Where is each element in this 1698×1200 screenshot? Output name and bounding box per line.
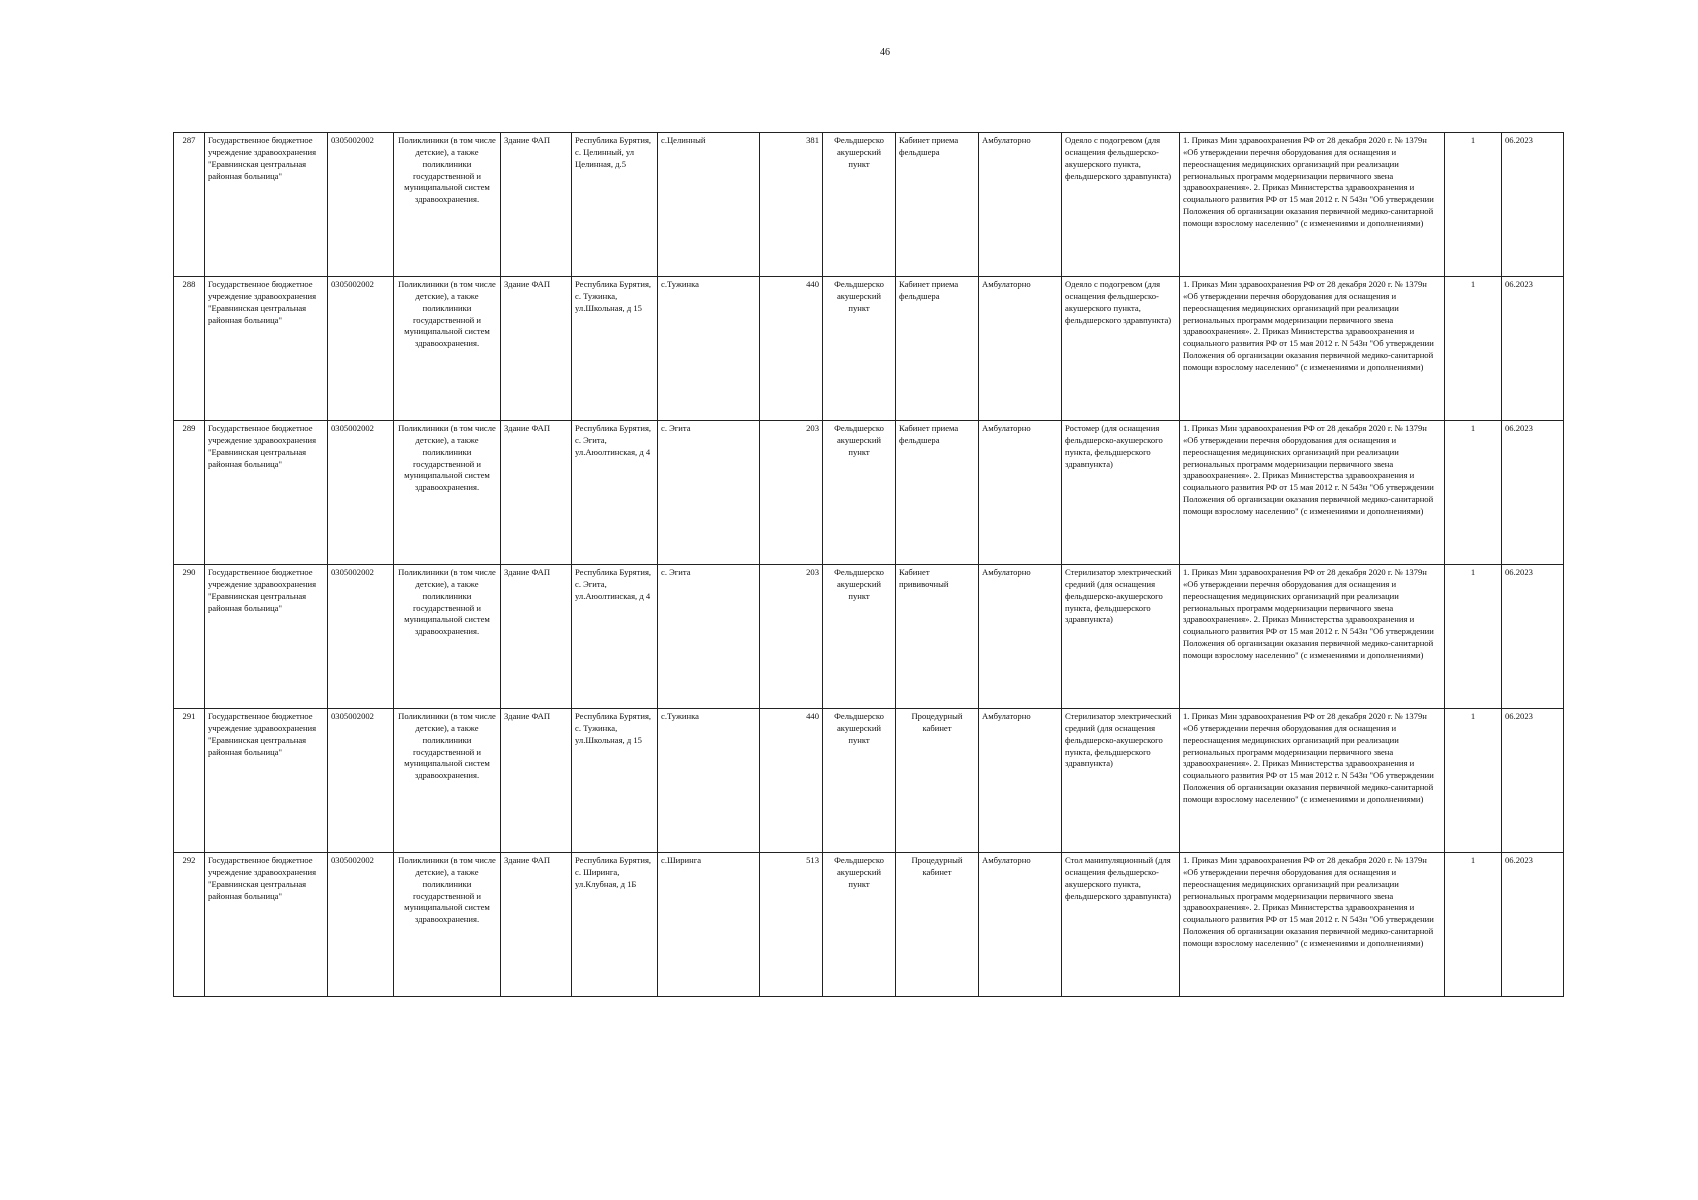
room-name-cell: Процедурный кабинет [896, 709, 979, 853]
facility-type-cell: Поликлиники (в том числе детские), а также поликлиники государственной и муниципальной систем здравоохранения. [394, 565, 501, 709]
quantity-cell: 1 [1445, 421, 1502, 565]
address-cell: Республика Бурятия, с. Эгита, ул.Аюолтинская, д 4 [572, 421, 658, 565]
quantity-cell: 1 [1445, 853, 1502, 997]
delivery-date-cell: 06.2023 [1502, 277, 1564, 421]
legal-basis-cell: 1. Приказ Мин здравоохранения РФ от 28 декабря 2020 г. № 1379н «Об утверждении перечня оборудования для оснащения и переоснащения медицинских организаций при реализации региональных программ модернизации первичного звена здравоохранения». 2. Приказ Министерства здравоохранения и социального развития РФ от 15 мая 2012 г. N 543н "Об утверждении Положения об организации оказания первичной медико-санитарной помощи взрослому населению" (с изменениями и дополнениями) [1180, 565, 1445, 709]
table-row [174, 709, 1564, 853]
locality-cell: с. Эгита [658, 421, 760, 565]
care-condition-cell: Амбулаторно [979, 421, 1062, 565]
table-row [174, 421, 1564, 565]
organization-name-cell: Государственное бюджетное учреждение здравоохранения "Еравнинская центральная районная больница" [205, 709, 328, 853]
row-number-cell: 291 [174, 709, 205, 853]
organization-code-cell: 0305002002 [328, 709, 394, 853]
care-condition-cell: Амбулаторно [979, 709, 1062, 853]
row-number-cell: 290 [174, 565, 205, 709]
building-name-cell: Здание ФАП [501, 277, 572, 421]
organization-name-cell: Государственное бюджетное учреждение здравоохранения "Еравнинская центральная районная больница" [205, 853, 328, 997]
building-name-cell: Здание ФАП [501, 853, 572, 997]
facility-type-cell: Поликлиники (в том числе детские), а также поликлиники государственной и муниципальной систем здравоохранения. [394, 277, 501, 421]
table-row [174, 565, 1564, 709]
organization-code-cell: 0305002002 [328, 853, 394, 997]
equipment-name-cell: Одеяло с подогревом (для оснащения фельдшерско-акушерского пункта, фельдшерского здравпункта) [1062, 277, 1180, 421]
population-cell: 513 [760, 853, 823, 997]
quantity-cell: 1 [1445, 133, 1502, 277]
legal-basis-cell: 1. Приказ Мин здравоохранения РФ от 28 декабря 2020 г. № 1379н «Об утверждении перечня оборудования для оснащения и переоснащения медицинских организаций при реализации региональных программ модернизации первичного звена здравоохранения». 2. Приказ Министерства здравоохранения и социального развития РФ от 15 мая 2012 г. N 543н "Об утверждении Положения об организации оказания первичной медико-санитарной помощи взрослому населению" (с изменениями и дополнениями) [1180, 709, 1445, 853]
delivery-date-cell: 06.2023 [1502, 565, 1564, 709]
population-cell: 440 [760, 277, 823, 421]
row-number-cell: 287 [174, 133, 205, 277]
address-cell: Республика Бурятия, с. Ширинга, ул.Клубная, д 1Б [572, 853, 658, 997]
locality-cell: с.Целинный [658, 133, 760, 277]
equipment-registry-table [173, 132, 1564, 997]
organization-code-cell: 0305002002 [328, 421, 394, 565]
quantity-cell: 1 [1445, 277, 1502, 421]
building-name-cell: Здание ФАП [501, 709, 572, 853]
room-name-cell: Кабинет приема фельдшера [896, 277, 979, 421]
care-condition-cell: Амбулаторно [979, 277, 1062, 421]
equipment-name-cell: Одеяло с подогревом (для оснащения фельдшерско-акушерского пункта, фельдшерского здравпункта) [1062, 133, 1180, 277]
population-cell: 203 [760, 421, 823, 565]
organization-name-cell: Государственное бюджетное учреждение здравоохранения "Еравнинская центральная районная больница" [205, 565, 328, 709]
locality-cell: с.Тужинка [658, 709, 760, 853]
row-number-cell: 292 [174, 853, 205, 997]
row-number-cell: 288 [174, 277, 205, 421]
population-cell: 381 [760, 133, 823, 277]
quantity-cell: 1 [1445, 709, 1502, 853]
medical-unit-cell: Фельдшерско акушерский пункт [823, 709, 896, 853]
page-number: 46 [880, 47, 890, 58]
room-name-cell: Кабинет приема фельдшера [896, 421, 979, 565]
delivery-date-cell: 06.2023 [1502, 133, 1564, 277]
locality-cell: с.Тужинка [658, 277, 760, 421]
address-cell: Республика Бурятия, с. Эгита, ул.Аюолтинская, д 4 [572, 565, 658, 709]
delivery-date-cell: 06.2023 [1502, 853, 1564, 997]
equipment-name-cell: Стерилизатор электрический средний (для оснащения фельдшерско-акушерского пункта, фельдшерского здравпункта) [1062, 709, 1180, 853]
care-condition-cell: Амбулаторно [979, 133, 1062, 277]
row-number-cell: 289 [174, 421, 205, 565]
building-name-cell: Здание ФАП [501, 565, 572, 709]
organization-code-cell: 0305002002 [328, 133, 394, 277]
medical-unit-cell: Фельдшерско акушерский пункт [823, 565, 896, 709]
organization-name-cell: Государственное бюджетное учреждение здравоохранения "Еравнинская центральная районная больница" [205, 421, 328, 565]
table-row [174, 853, 1564, 997]
locality-cell: с.Ширинга [658, 853, 760, 997]
medical-unit-cell: Фельдшерско акушерский пункт [823, 277, 896, 421]
organization-name-cell: Государственное бюджетное учреждение здравоохранения "Еравнинская центральная районная больница" [205, 277, 328, 421]
facility-type-cell: Поликлиники (в том числе детские), а также поликлиники государственной и муниципальной систем здравоохранения. [394, 709, 501, 853]
address-cell: Республика Бурятия, с. Целинный, ул Целинная, д.5 [572, 133, 658, 277]
room-name-cell: Кабинет приема фельдшера [896, 133, 979, 277]
population-cell: 203 [760, 565, 823, 709]
address-cell: Республика Бурятия, с. Тужинка, ул.Школьная, д 15 [572, 277, 658, 421]
delivery-date-cell: 06.2023 [1502, 709, 1564, 853]
facility-type-cell: Поликлиники (в том числе детские), а также поликлиники государственной и муниципальной систем здравоохранения. [394, 853, 501, 997]
building-name-cell: Здание ФАП [501, 421, 572, 565]
care-condition-cell: Амбулаторно [979, 853, 1062, 997]
organization-name-cell: Государственное бюджетное учреждение здравоохранения "Еравнинская центральная районная больница" [205, 133, 328, 277]
equipment-name-cell: Ростомер (для оснащения фельдшерско-акушерского пункта, фельдшерского здравпункта) [1062, 421, 1180, 565]
population-cell: 440 [760, 709, 823, 853]
facility-type-cell: Поликлиники (в том числе детские), а также поликлиники государственной и муниципальной систем здравоохранения. [394, 421, 501, 565]
table-row [174, 277, 1564, 421]
delivery-date-cell: 06.2023 [1502, 421, 1564, 565]
room-name-cell: Кабинет прививочный [896, 565, 979, 709]
legal-basis-cell: 1. Приказ Мин здравоохранения РФ от 28 декабря 2020 г. № 1379н «Об утверждении перечня оборудования для оснащения и переоснащения медицинских организаций при реализации региональных программ модернизации первичного звена здравоохранения». 2. Приказ Министерства здравоохранения и социального развития РФ от 15 мая 2012 г. N 543н "Об утверждении Положения об организации оказания первичной медико-санитарной помощи взрослому населению" (с изменениями и дополнениями) [1180, 853, 1445, 997]
legal-basis-cell: 1. Приказ Мин здравоохранения РФ от 28 декабря 2020 г. № 1379н «Об утверждении перечня оборудования для оснащения и переоснащения медицинских организаций при реализации региональных программ модернизации первичного звена здравоохранения». 2. Приказ Министерства здравоохранения и социального развития РФ от 15 мая 2012 г. N 543н "Об утверждении Положения об организации оказания первичной медико-санитарной помощи взрослому населению" (с изменениями и дополнениями) [1180, 277, 1445, 421]
legal-basis-cell: 1. Приказ Мин здравоохранения РФ от 28 декабря 2020 г. № 1379н «Об утверждении перечня оборудования для оснащения и переоснащения медицинских организаций при реализации региональных программ модернизации первичного звена здравоохранения». 2. Приказ Министерства здравоохранения и социального развития РФ от 15 мая 2012 г. N 543н "Об утверждении Положения об организации оказания первичной медико-санитарной помощи взрослому населению" (с изменениями и дополнениями) [1180, 421, 1445, 565]
medical-unit-cell: Фельдшерско акушерский пункт [823, 853, 896, 997]
room-name-cell: Процедурный кабинет [896, 853, 979, 997]
equipment-name-cell: Стол манипуляционный (для оснащения фельдшерско-акушерского пункта, фельдшерского здравпункта) [1062, 853, 1180, 997]
medical-unit-cell: Фельдшерско акушерский пункт [823, 133, 896, 277]
equipment-name-cell: Стерилизатор электрический средний (для оснащения фельдшерско-акушерского пункта, фельдшерского здравпункта) [1062, 565, 1180, 709]
legal-basis-cell: 1. Приказ Мин здравоохранения РФ от 28 декабря 2020 г. № 1379н «Об утверждении перечня оборудования для оснащения и переоснащения медицинских организаций при реализации региональных программ модернизации первичного звена здравоохранения». 2. Приказ Министерства здравоохранения и социального развития РФ от 15 мая 2012 г. N 543н "Об утверждении Положения об организации оказания первичной медико-санитарной помощи взрослому населению" (с изменениями и дополнениями) [1180, 133, 1445, 277]
organization-code-cell: 0305002002 [328, 565, 394, 709]
quantity-cell: 1 [1445, 565, 1502, 709]
building-name-cell: Здание ФАП [501, 133, 572, 277]
locality-cell: с. Эгита [658, 565, 760, 709]
care-condition-cell: Амбулаторно [979, 565, 1062, 709]
table-row [174, 133, 1564, 277]
organization-code-cell: 0305002002 [328, 277, 394, 421]
facility-type-cell: Поликлиники (в том числе детские), а также поликлиники государственной и муниципальной систем здравоохранения. [394, 133, 501, 277]
medical-unit-cell: Фельдшерско акушерский пункт [823, 421, 896, 565]
address-cell: Республика Бурятия, с. Тужинка, ул.Школьная, д 15 [572, 709, 658, 853]
